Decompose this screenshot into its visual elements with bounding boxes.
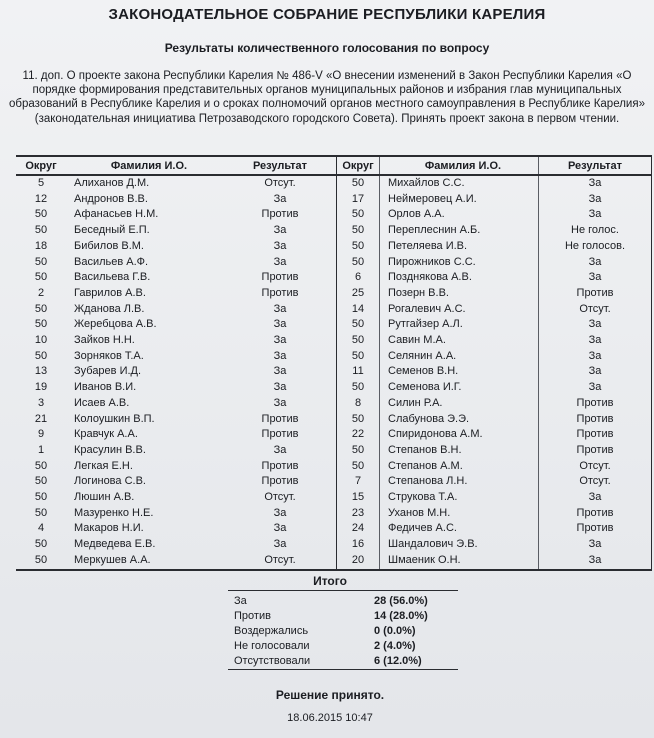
name-cell: Уханов М.Н. [380, 506, 539, 522]
okrug-cell: 50 [337, 239, 380, 255]
okrug-cell: 21 [34, 412, 48, 425]
result-cell: Против [539, 521, 652, 537]
result-cell: За [539, 255, 652, 271]
result-cell: За [539, 380, 652, 396]
name-cell: Мазуренко Н.Е. [74, 506, 154, 519]
table-row [337, 380, 652, 396]
totals-label: Не голосовали [234, 640, 310, 652]
table-row [337, 302, 652, 318]
column-header-result: Результат [224, 156, 336, 175]
result-cell: За [539, 317, 652, 333]
okrug-cell: 6 [337, 270, 380, 286]
table-row [337, 364, 652, 380]
okrug-cell: 50 [34, 302, 48, 315]
okrug-cell: 4 [37, 522, 45, 535]
table-row [337, 537, 652, 553]
name-cell: Михайлов С.С. [380, 175, 539, 192]
result-cell: Против [539, 506, 652, 522]
okrug-cell: 7 [337, 474, 380, 490]
okrug-cell: 13 [34, 365, 48, 378]
table-row [16, 380, 336, 396]
name-cell: Легкая Е.Н. [74, 459, 133, 472]
okrug-cell: 50 [337, 412, 380, 428]
okrug-cell: 50 [337, 380, 380, 396]
result-cell: За [273, 318, 287, 331]
table-row [337, 474, 652, 490]
name-cell: Люшин А.В. [74, 491, 135, 504]
result-cell: За [273, 396, 287, 409]
okrug-cell: 8 [337, 396, 380, 412]
okrug-cell: 50 [34, 491, 48, 504]
name-cell: Зайков Н.Н. [74, 334, 135, 347]
name-cell: Васильев А.Ф. [74, 255, 149, 268]
decision-text: Решение принято. [275, 688, 385, 702]
name-cell: Степанова Л.Н. [380, 474, 539, 490]
okrug-cell: 2 [37, 286, 45, 299]
okrug-cell: 50 [34, 506, 48, 519]
okrug-cell: 11 [337, 364, 380, 380]
name-cell: Кравчук А.А. [74, 428, 138, 441]
result-cell: За [273, 538, 287, 551]
result-cell: Против [539, 396, 652, 412]
okrug-cell: 14 [337, 302, 380, 318]
result-cell: Против [261, 428, 299, 441]
table-row [337, 192, 652, 208]
totals-value: 0 (0.0%) [374, 625, 416, 637]
result-cell: За [539, 553, 652, 570]
name-cell: Петеляева И.В. [380, 239, 539, 255]
result-cell: Против [261, 412, 299, 425]
table-row [337, 239, 652, 255]
okrug-cell: 50 [34, 459, 48, 472]
name-cell: Переплеснин А.Б. [380, 223, 539, 239]
result-cell: За [539, 175, 652, 192]
document-subtitle: Результаты количественного голосования по вопросу [164, 41, 490, 55]
table-row [337, 270, 652, 286]
totals-title: Итого [313, 574, 347, 588]
result-cell: За [539, 270, 652, 286]
result-cell: За [273, 334, 287, 347]
column-header-name: Фамилия И.О. [66, 156, 224, 175]
table-row [16, 459, 336, 475]
result-cell: За [273, 443, 287, 456]
okrug-cell: 50 [337, 223, 380, 239]
name-cell: Семенова И.Г. [380, 380, 539, 396]
okrug-cell: 10 [34, 334, 48, 347]
result-cell: Отсут. [539, 474, 652, 490]
table-row [16, 207, 336, 223]
totals-row [234, 624, 454, 639]
result-cell: За [539, 333, 652, 349]
name-cell: Меркушев А.А. [66, 553, 224, 570]
okrug-cell: 16 [337, 537, 380, 553]
name-cell: Бибилов В.М. [74, 239, 144, 252]
table-row [337, 317, 652, 333]
result-cell: За [539, 490, 652, 506]
result-cell: За [273, 349, 287, 362]
result-cell: Против [539, 443, 652, 459]
name-cell: Спиридонова А.М. [380, 427, 539, 443]
table-row [16, 537, 336, 553]
name-cell: Гаврилов А.В. [74, 286, 146, 299]
okrug-cell: 23 [337, 506, 380, 522]
name-cell: Савин М.А. [380, 333, 539, 349]
okrug-cell: 50 [337, 349, 380, 365]
table-header-row [16, 156, 336, 175]
okrug-cell: 25 [337, 286, 380, 302]
result-cell: За [539, 364, 652, 380]
name-cell: Макаров Н.И. [74, 522, 144, 535]
table-row [16, 270, 336, 286]
okrug-cell: 50 [34, 255, 48, 268]
name-cell: Силин Р.А. [380, 396, 539, 412]
name-cell: Рогалевич А.С. [380, 302, 539, 318]
totals-value: 28 (56.0%) [374, 595, 428, 607]
name-cell: Жданова Л.В. [74, 302, 145, 315]
result-cell: За [273, 506, 287, 519]
okrug-cell: 5 [37, 177, 45, 189]
totals-label: За [234, 595, 247, 607]
totals-value: 2 (4.0%) [374, 640, 416, 652]
okrug-cell: 50 [337, 459, 380, 475]
table-row [337, 255, 652, 271]
name-cell: Андронов В.В. [74, 192, 148, 205]
column-header-result: Результат [539, 156, 652, 175]
table-row [16, 474, 336, 490]
totals-value: 14 (28.0%) [374, 610, 428, 622]
totals-box [228, 590, 458, 670]
question-text: 11. доп. О проекте закона Республики Карелия № 486-V «О внесении изменений в Закон Республики Карелия «О порядке формирования представительных органов муниципальных районов и избрания глав муниципальных образований в Республике Карелия и о сроках полномочий органов местного самоуправления в Республике Карелия» (законодательная инициатива Петрозаводского городского Совета). Принять проект закона в первом чтении. [9, 70, 645, 125]
table-row [337, 223, 652, 239]
result-cell: За [273, 365, 287, 378]
name-cell: Федичев А.С. [380, 521, 539, 537]
result-cell: Против [261, 286, 299, 299]
name-cell: Селянин А.А. [380, 349, 539, 365]
table-row [337, 175, 652, 192]
name-cell: Иванов В.И. [74, 381, 137, 394]
table-row [337, 333, 652, 349]
okrug-cell: 18 [34, 239, 48, 252]
table-row [337, 207, 652, 223]
okrug-cell: 50 [337, 333, 380, 349]
name-cell: Пирожников С.С. [380, 255, 539, 271]
column-header-name: Фамилия И.О. [380, 156, 539, 175]
name-cell: Алиханов Д.М. [74, 177, 150, 189]
votes-table-left [16, 155, 336, 571]
table-row [16, 175, 336, 192]
table-row [16, 255, 336, 271]
name-cell: Колоушкин В.П. [74, 412, 155, 425]
vote-datetime: 18.06.2015 10:47 [287, 712, 373, 724]
totals-label: Отсутствовали [234, 655, 311, 667]
name-cell: Васильева Г.В. [74, 271, 151, 284]
result-cell: Против [539, 427, 652, 443]
name-cell: Степанов В.Н. [380, 443, 539, 459]
result-cell: Против [261, 475, 299, 488]
result-cell: За [273, 302, 287, 315]
okrug-cell: 22 [337, 427, 380, 443]
okrug-cell: 3 [37, 396, 45, 409]
name-cell: Степанов А.М. [380, 459, 539, 475]
table-row [337, 521, 652, 537]
okrug-cell: 50 [34, 224, 48, 237]
table-row [16, 443, 336, 459]
result-cell: Не голос. [539, 223, 652, 239]
table-row [16, 427, 336, 443]
name-cell: Рутгайзер А.Л. [380, 317, 539, 333]
okrug-cell: 24 [337, 521, 380, 537]
table-row [16, 490, 336, 506]
table-row [16, 349, 336, 365]
result-cell: За [539, 207, 652, 223]
table-row [16, 239, 336, 255]
table-row [16, 317, 336, 333]
result-cell: За [273, 224, 287, 237]
name-cell: Афанасьев Н.М. [74, 208, 159, 221]
table-row [337, 443, 652, 459]
okrug-cell: 12 [34, 192, 48, 205]
totals-value: 6 (12.0%) [374, 655, 422, 667]
okrug-cell: 15 [337, 490, 380, 506]
okrug-cell: 50 [337, 317, 380, 333]
result-cell: Против [261, 459, 299, 472]
result-cell: За [273, 239, 287, 252]
okrug-cell: 50 [337, 175, 380, 192]
table-row [16, 521, 336, 537]
okrug-cell: 50 [34, 475, 48, 488]
document-title: ЗАКОНОДАТЕЛЬНОЕ СОБРАНИЕ РЕСПУБЛИКИ КАРЕЛИЯ [108, 6, 546, 23]
name-cell: Красулин В.В. [74, 443, 146, 456]
totals-row [234, 609, 454, 624]
result-cell: Отсут. [539, 302, 652, 318]
table-row [337, 396, 652, 412]
okrug-cell: 9 [37, 428, 45, 441]
name-cell: Зорняков Т.А. [74, 349, 144, 362]
table-header-row [337, 156, 652, 175]
name-cell: Шмаеник О.Н. [380, 553, 539, 570]
name-cell: Слабунова Э.Э. [380, 412, 539, 428]
result-cell: Против [261, 271, 299, 284]
table-row [16, 192, 336, 208]
okrug-cell: 1 [37, 443, 45, 456]
result-cell: Отсут. [264, 491, 296, 504]
okrug-cell: 50 [34, 538, 48, 551]
name-cell: Жеребцова А.В. [74, 318, 157, 331]
okrug-cell: 50 [34, 349, 48, 362]
name-cell: Орлов А.А. [380, 207, 539, 223]
totals-label: Воздержались [234, 625, 309, 637]
result-cell: Отсут. [224, 553, 336, 570]
name-cell: Исаев А.В. [74, 396, 130, 409]
result-cell: За [273, 192, 287, 205]
okrug-cell: 50 [337, 207, 380, 223]
column-header-okrug: Округ [337, 156, 380, 175]
result-cell: За [539, 537, 652, 553]
table-row [337, 412, 652, 428]
okrug-cell: 50 [34, 271, 48, 284]
table-row [337, 349, 652, 365]
okrug-cell: 50 [34, 318, 48, 331]
table-row [16, 412, 336, 428]
name-cell: Позерн В.В. [380, 286, 539, 302]
result-cell: За [273, 522, 287, 535]
totals-row [234, 654, 454, 669]
name-cell: Медведева Е.В. [74, 538, 156, 551]
okrug-cell: 50 [34, 208, 48, 221]
result-cell: За [273, 255, 287, 268]
column-header-okrug: Округ [16, 156, 66, 175]
table-row [337, 506, 652, 522]
okrug-cell: 20 [337, 553, 380, 570]
result-cell: За [539, 349, 652, 365]
totals-row [234, 594, 454, 609]
table-row [16, 302, 336, 318]
table-row [16, 364, 336, 380]
okrug-cell: 50 [16, 553, 66, 570]
name-cell: Струкова Т.А. [380, 490, 539, 506]
name-cell: Шандалович Э.В. [380, 537, 539, 553]
table-row [337, 490, 652, 506]
table-row [16, 286, 336, 302]
table-row [16, 396, 336, 412]
result-cell: За [539, 192, 652, 208]
name-cell: Позднякова А.В. [380, 270, 539, 286]
result-cell: Против [539, 412, 652, 428]
result-cell: Отсут. [539, 459, 652, 475]
result-cell: Против [539, 286, 652, 302]
table-row [337, 286, 652, 302]
totals-row [234, 639, 454, 654]
okrug-cell: 19 [34, 381, 48, 394]
result-cell: За [273, 381, 287, 394]
okrug-cell: 50 [337, 443, 380, 459]
result-cell: Отсут. [264, 177, 296, 189]
okrug-cell: 17 [337, 192, 380, 208]
result-cell: Против [261, 208, 299, 221]
totals-label: Против [234, 610, 271, 622]
votes-table-right [336, 155, 652, 571]
table-row [16, 333, 336, 349]
name-cell: Логинова С.В. [74, 475, 146, 488]
table-row [16, 506, 336, 522]
name-cell: Беседный Е.П. [74, 224, 150, 237]
okrug-cell: 50 [337, 255, 380, 271]
result-cell: Не голосов. [539, 239, 652, 255]
name-cell: Семенов В.Н. [380, 364, 539, 380]
table-row [16, 223, 336, 239]
table-row [16, 553, 336, 570]
table-row [337, 553, 652, 570]
table-row [337, 459, 652, 475]
table-row [337, 427, 652, 443]
name-cell: Зубарев И.Д. [74, 365, 142, 378]
name-cell: Неймеровец А.И. [380, 192, 539, 208]
